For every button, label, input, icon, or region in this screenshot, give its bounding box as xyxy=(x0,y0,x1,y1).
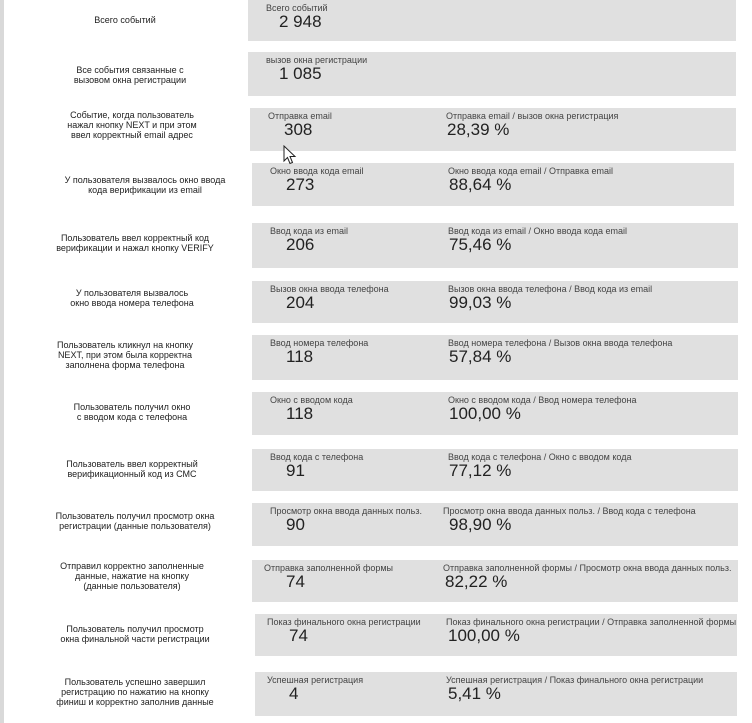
metric-card xyxy=(252,449,738,491)
row-description xyxy=(40,340,210,370)
conversion-value: 75,46 % xyxy=(449,235,512,254)
conversion-label: Ввод кода с телефона / Окно с вводом кода xyxy=(448,452,632,462)
row-description xyxy=(42,288,222,308)
row-description-line: Все события связанные с xyxy=(76,65,184,75)
row-description-line: заполнена форма телефона xyxy=(65,360,185,370)
conversion-label: Вызов окна ввода телефона / Ввод кода из email xyxy=(448,284,653,294)
metric-value: 1 085 xyxy=(279,64,322,83)
metric-label: вызов окна регистрации xyxy=(266,55,368,65)
conversion-value: 100,00 % xyxy=(449,404,521,423)
metric-value: 118 xyxy=(286,404,314,423)
metric-label: Отправка email xyxy=(268,111,332,121)
conversion-label: Просмотр окна ввода данных польз. / Ввод кода с телефона xyxy=(443,506,696,516)
metric-value: 2 948 xyxy=(279,12,322,31)
conversion-label: Показ финального окна регистрации / Отправка заполненной формы xyxy=(446,617,737,627)
row-description xyxy=(40,511,230,531)
row-description-line: регистрации (данные пользователя) xyxy=(59,521,211,531)
conversion-label: Ввод номера телефона / Вызов окна ввода телефона xyxy=(448,338,673,348)
conversion-value: 57,84 % xyxy=(449,347,512,366)
row-description-line: Всего событий xyxy=(94,15,156,25)
conversion-value: 99,03 % xyxy=(449,293,512,312)
row-description xyxy=(40,65,220,85)
row-description-line: нажал кнопку NEXT и при этом xyxy=(67,120,197,130)
metric-card xyxy=(248,0,736,41)
conversion-value: 100,00 % xyxy=(448,626,520,645)
row-description-line: верификации и нажал кнопку VERIFY xyxy=(56,243,214,253)
row-description-line: финиш и корректно заполнив данные xyxy=(56,697,214,707)
metric-label: Всего событий xyxy=(266,3,328,13)
row-description xyxy=(42,110,222,140)
row-description xyxy=(42,459,222,479)
conversion-value: 98,90 % xyxy=(449,515,512,534)
metric-label: Вызов окна ввода телефона xyxy=(270,284,389,294)
row-description-line: Пользователь получил просмотр окна xyxy=(55,511,215,521)
metric-card xyxy=(252,560,738,602)
metric-label: Показ финального окна регистрации xyxy=(267,617,421,627)
metric-label: Отправка заполненной формы xyxy=(264,563,394,573)
metric-value: 74 xyxy=(289,626,308,645)
metric-value: 91 xyxy=(286,461,305,480)
row-description-line: У пользователя вызвалось xyxy=(75,288,189,298)
metric-value: 308 xyxy=(284,120,313,139)
metric-label: Ввод кода из email xyxy=(270,226,349,236)
metric-value: 4 xyxy=(289,684,299,703)
row-description xyxy=(42,561,222,591)
row-description xyxy=(40,624,230,644)
metric-value: 273 xyxy=(286,175,315,194)
metric-card xyxy=(252,281,738,323)
row-description-line: Отправил корректно заполненные xyxy=(60,561,204,571)
metric-card xyxy=(252,392,738,435)
left-edge-divider xyxy=(0,0,4,723)
metric-card xyxy=(250,108,736,151)
conversion-label: Окно с вводом кода / Ввод номера телефона xyxy=(448,395,637,405)
row-description-line: вызовом окна регистрации xyxy=(73,75,187,85)
metric-label: Ввод номера телефона xyxy=(270,338,369,348)
conversion-value: 82,22 % xyxy=(445,572,508,591)
conversion-value: 28,39 % xyxy=(447,120,510,139)
conversion-label: Окно ввода кода email / Отправка email xyxy=(448,166,613,176)
conversion-label: Отправка заполненной формы / Просмотр окна ввода данных польз. xyxy=(443,563,732,573)
row-description-line: Пользователь кликнул на кнопку xyxy=(57,340,193,350)
row-description-line: кода верификации из email xyxy=(88,185,202,195)
conversion-label: Отправка email / вызов окна регистрация xyxy=(446,111,619,121)
metric-card xyxy=(248,52,736,96)
metric-card xyxy=(252,163,734,206)
metric-label: Окно ввода кода email xyxy=(270,166,364,176)
row-description-line: Пользователь ввел корректный xyxy=(66,459,198,469)
conversion-value: 88,64 % xyxy=(449,175,512,194)
row-description-line: Событие, когда пользователь xyxy=(70,110,194,120)
row-description xyxy=(42,402,222,422)
conversion-label: Ввод кода из email / Окно ввода кода email xyxy=(448,226,628,236)
row-description-line: данные, нажатие на кнопку xyxy=(75,571,189,581)
row-description-line: окно ввода номера телефона xyxy=(70,298,194,308)
row-description-line: (данные пользователя) xyxy=(83,581,181,591)
row-description xyxy=(40,677,230,707)
metric-label: Просмотр окна ввода данных польз. xyxy=(270,506,422,516)
row-description-line: ввел корректный email адрес xyxy=(71,130,193,140)
row-description-line: с вводом кода с телефона xyxy=(76,412,188,422)
metric-value: 118 xyxy=(286,347,314,366)
row-description xyxy=(30,15,220,25)
metric-label: Ввод кода с телефона xyxy=(270,452,364,462)
metric-card xyxy=(255,614,737,656)
row-description-line: Пользователь успешно завершил xyxy=(64,677,206,687)
metric-value: 90 xyxy=(286,515,305,534)
row-description-line: NEXT, при этом была корректна xyxy=(57,350,193,360)
row-description-line: Пользователь получил окно xyxy=(73,402,191,412)
metric-card xyxy=(252,503,738,546)
metric-value: 204 xyxy=(286,293,315,312)
row-description-line: Пользователь ввел корректный код xyxy=(60,233,210,243)
metric-card xyxy=(252,335,738,380)
metric-label: Успешная регистрация xyxy=(267,675,364,685)
row-description xyxy=(45,175,245,195)
metric-value: 74 xyxy=(286,572,305,591)
conversion-value: 5,41 % xyxy=(448,684,501,703)
row-description-line: Пользователь получил просмотр xyxy=(66,624,204,634)
conversion-label: Успешная регистрация / Показ финального окна регистрации xyxy=(446,675,704,685)
metric-label: Окно с вводом кода xyxy=(270,395,353,405)
row-description xyxy=(40,233,230,253)
conversion-value: 77,12 % xyxy=(449,461,512,480)
row-description-line: У пользователя вызвалось окно ввода xyxy=(64,175,226,185)
metric-card xyxy=(255,672,737,716)
mouse-pointer-icon xyxy=(283,145,297,165)
row-description-line: окна финальной части регистрации xyxy=(60,634,210,644)
metric-card xyxy=(252,223,738,268)
row-description-line: регистрацию по нажатию на кнопку xyxy=(61,687,209,697)
row-description-line: верификационный код из СМС xyxy=(67,469,197,479)
metric-value: 206 xyxy=(286,235,315,254)
